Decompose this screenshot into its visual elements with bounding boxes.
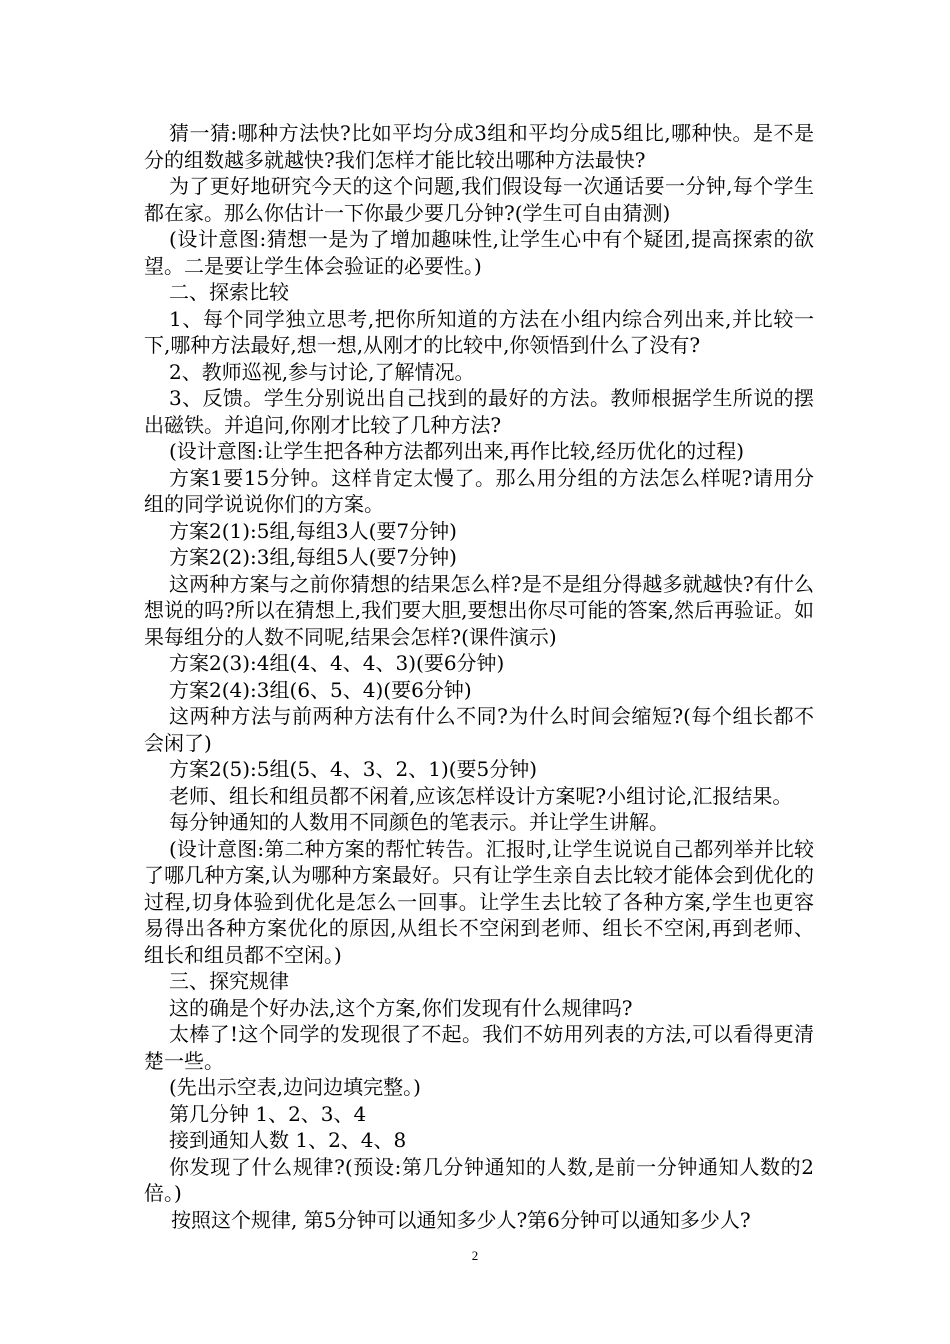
paragraph-rule-found: 你发现了什么规律?(预设:第几分钟通知的人数,是前一分钟通知人数的2倍。) xyxy=(144,1154,814,1205)
paragraph-plan-2-1: 方案2(1):5组,每组3人(要7分钟) xyxy=(169,518,457,543)
paragraph-plan-2-4: 方案2(4):3组(6、5、4)(要6分钟) xyxy=(169,677,472,702)
paragraph-guess: 猜一猜:哪种方法快?比如平均分成3组和平均分成5组比,哪种快。是不是分的组数越多就越快?我们怎样才能比较出哪种方法最快? xyxy=(144,121,814,172)
paragraph-compare-plans: 这两种方案与之前你猜想的结果怎么样?是不是组分得越多就越快?有什么想说的吗?所以在猜想上,我们要大胆,要想出你尽可能的答案,然后再验证。如果每组分的人数不同呢,结果会怎样?(课件演示) xyxy=(144,571,814,649)
paragraph-notified-row: 接到通知人数 1、2、4、8 xyxy=(169,1128,407,1152)
paragraph-follow-rule: 按照这个规律, 第5分钟可以通知多少人?第6分钟可以通知多少人? xyxy=(171,1207,751,1232)
paragraph-design-intent-1: (设计意图:猜想一是为了增加趣味性,让学生心中有个疑团,提高探索的欲望。二是要让学生体会验证的必要性。) xyxy=(144,227,814,278)
paragraph-step-3: 3、反馈。学生分别说出自己找到的最好的方法。教师根据学生所说的摆出磁铁。并追问,你刚才比较了几种方法? xyxy=(144,386,814,437)
paragraph-minutes-row: 第几分钟 1、2、3、4 xyxy=(169,1101,367,1126)
paragraph-step-2: 2、教师巡视,参与讨论,了解情况。 xyxy=(169,359,475,384)
paragraph-plan-2-5: 方案2(5):5组(5、4、3、2、1)(要5分钟) xyxy=(169,757,538,781)
paragraph-table-note: (先出示空表,边问边填完整。) xyxy=(169,1075,421,1099)
document-body xyxy=(144,120,814,1233)
paragraph-plan-2-2: 方案2(2):3组,每组5人(要7分钟) xyxy=(169,545,457,569)
page-number: 2 xyxy=(471,1248,479,1263)
paragraph-assumption: 为了更好地研究今天的这个问题,我们假设每一次通话要一分钟,每个学生都在家。那么你估计一下你最少要几分钟?(学生可自由猜测) xyxy=(144,174,814,225)
paragraph-praise: 太棒了!这个同学的发现很了不起。我们不妨用列表的方法,可以看得更清楚一些。 xyxy=(144,1022,814,1073)
paragraph-design-intent-2: (设计意图:让学生把各种方法都列出来,再作比较,经历优化的过程) xyxy=(169,439,745,463)
paragraph-design-intent-3: (设计意图:第二种方案的帮忙转告。汇报时,让学生说说自己都列举并比较了哪几种方案,认为哪种方案最好。只有让学生亲自去比较才能体会到优化的过程,切身体验到优化是怎么一回事。让学生去比较了各种方案,学生也更容易得出各种方案优化的原因,从组长不空闲到老师、组长不空闲,再到老师、组长和组员都不空闲。) xyxy=(144,836,814,967)
paragraph-plan-2-3: 方案2(3):4组(4、4、4、3)(要6分钟) xyxy=(169,651,505,675)
paragraph-difference: 这两种方法与前两种方法有什么不同?为什么时间会缩短?(每个组长都不会闲了) xyxy=(144,704,814,755)
paragraph-plan-1: 方案1要15分钟。这样肯定太慢了。那么用分组的方法怎么样呢?请用分组的同学说说你们的方案。 xyxy=(144,465,814,516)
paragraph-colors: 每分钟通知的人数用不同颜色的笔表示。并让学生讲解。 xyxy=(169,810,669,834)
paragraph-step-1: 1、每个同学独立思考,把你所知道的方法在小组内综合列出来,并比较一下,哪种方法最好,想一想,从刚才的比较中,你领悟到什么了没有? xyxy=(144,306,814,357)
section-heading-explore: 二、探索比较 xyxy=(169,280,289,304)
paragraph-discussion: 老师、组长和组员都不闲着,应该怎样设计方案呢?小组讨论,汇报结果。 xyxy=(169,783,793,808)
section-heading-pattern: 三、探究规律 xyxy=(169,969,289,993)
paragraph-pattern-question: 这的确是个好办法,这个方案,你们发现有什么规律吗? xyxy=(169,995,633,1020)
